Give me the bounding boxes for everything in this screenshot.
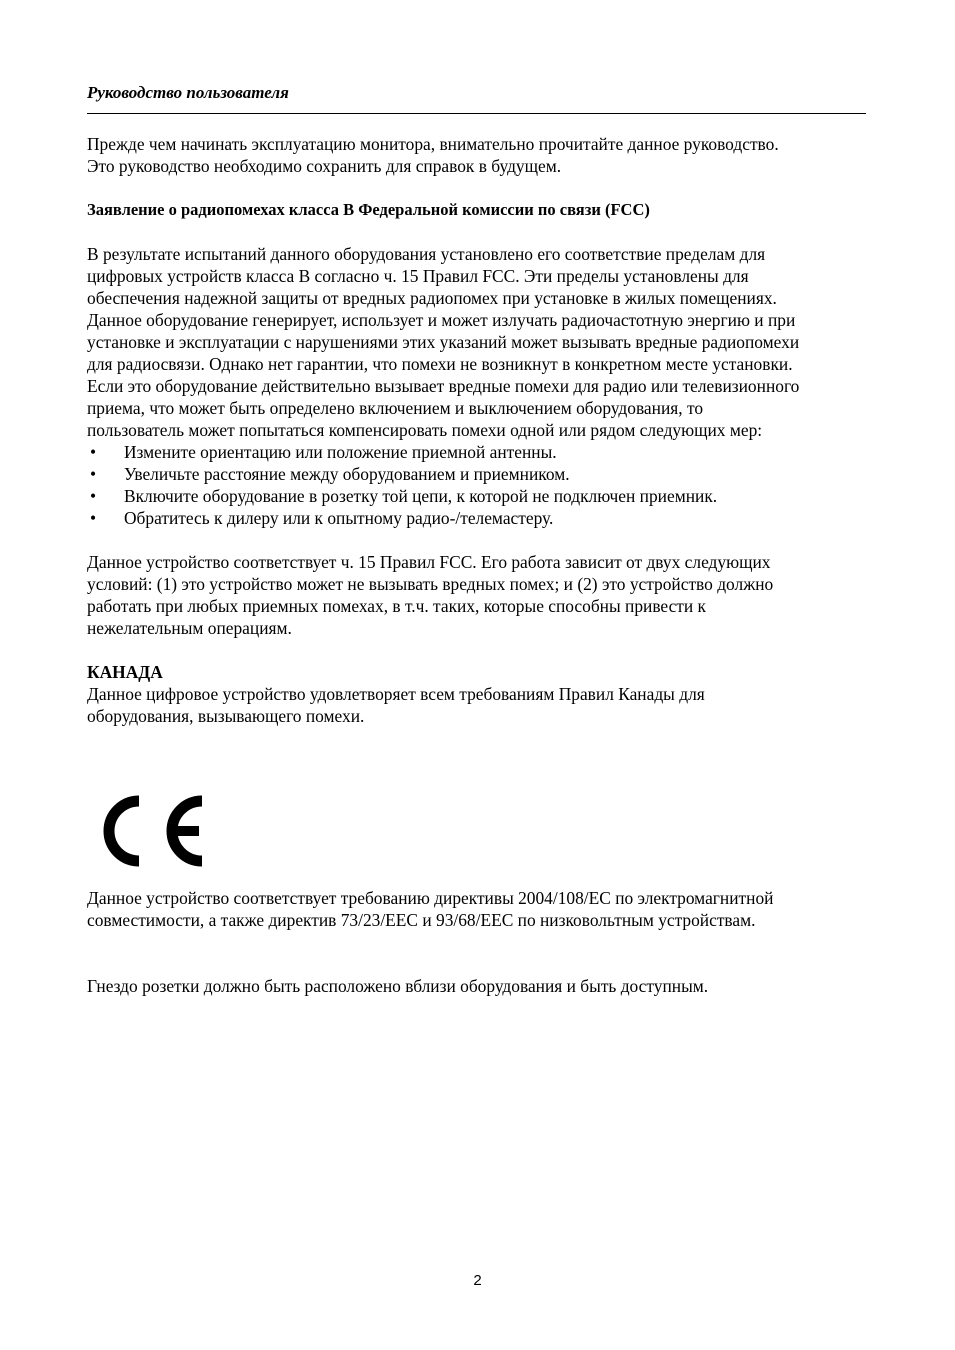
bullet-icon: • bbox=[89, 486, 97, 506]
ce-paragraph bbox=[87, 887, 877, 931]
document-page bbox=[87, 0, 868, 1350]
canada-line: оборудования, вызывающего помехи. bbox=[87, 706, 365, 726]
running-header: Руководство пользователя bbox=[87, 83, 289, 102]
canada-line: Данное цифровое устройство удовлетворяет всем требованиям Правил Канады для bbox=[87, 684, 705, 704]
list-item-text: Обратитесь к дилеру или к опытному радио-/телемастеру. bbox=[124, 508, 554, 528]
list-item bbox=[87, 441, 877, 463]
socket-note: Гнездо розетки должно быть расположено вблизи оборудования и быть доступным. bbox=[87, 976, 709, 996]
list-item-text: Измените ориентацию или положение приемной антенны. bbox=[124, 442, 557, 462]
bullet-icon: • bbox=[89, 464, 97, 484]
fcc-paragraph bbox=[87, 243, 877, 441]
fcc-line: пользователь может попытаться компенсировать помехи одной или рядом следующих мер: bbox=[87, 420, 763, 440]
fcc-line: приема, что может быть определено включением и выключением оборудования, то bbox=[87, 398, 704, 418]
document-body bbox=[87, 133, 877, 997]
list-item-text: Увеличьте расстояние между оборудованием и приемником. bbox=[124, 464, 570, 484]
fcc-line: В результате испытаний данного оборудования установлено его соответствие пределам для bbox=[87, 244, 766, 264]
fcc-line: для радиосвязи. Однако нет гарантии, что помехи не возникнут в конкретном месте установки. bbox=[87, 354, 793, 374]
intro-line: Прежде чем начинать эксплуатацию монитора, внимательно прочитайте данное руководство. bbox=[87, 134, 779, 154]
intro-paragraph bbox=[87, 133, 877, 177]
compliance-line: работать при любых приемных помехах, в т.ч. таких, которые способны привести к bbox=[87, 596, 707, 616]
compliance-line: Данное устройство соответствует ч. 15 Правил FCC. Его работа зависит от двух следующих bbox=[87, 552, 771, 572]
ce-mark-icon bbox=[95, 791, 205, 871]
list-item bbox=[87, 485, 877, 507]
compliance-line: условий: (1) это устройство может не вызывать вредных помех; и (2) это устройство должно bbox=[87, 574, 774, 594]
list-item bbox=[87, 463, 877, 485]
fcc-heading: Заявление о радиопомехах класса В Федеральной комиссии по связи (FCC) bbox=[87, 200, 650, 219]
fcc-line: Данное оборудование генерирует, использует и может излучать радиочастотную энергию и при bbox=[87, 310, 796, 330]
fcc-line: Если это оборудование действительно вызывает вредные помехи для радио или телевизионного bbox=[87, 376, 800, 396]
ce-line: Данное устройство соответствует требованию директивы 2004/108/EC по электромагнитной bbox=[87, 888, 774, 908]
header-divider bbox=[87, 113, 866, 114]
list-item-text: Включите оборудование в розетку той цепи, к которой не подключен приемник. bbox=[124, 486, 718, 506]
page-number: 2 bbox=[473, 1272, 482, 1289]
canada-paragraph bbox=[87, 683, 877, 727]
interference-measures-list bbox=[87, 441, 877, 529]
bullet-icon: • bbox=[89, 442, 97, 462]
compliance-line: нежелательным операциям. bbox=[87, 618, 292, 638]
canada-heading: КАНАДА bbox=[87, 662, 163, 682]
fcc-line: установке и эксплуатации с нарушениями этих указаний может вызывать вредные радиопомехи bbox=[87, 332, 800, 352]
fcc-compliance-paragraph bbox=[87, 551, 877, 639]
list-item bbox=[87, 507, 877, 529]
fcc-line: обеспечения надежной защиты от вредных радиопомех при установке в жилых помещениях. bbox=[87, 288, 777, 308]
bullet-icon: • bbox=[89, 508, 97, 528]
ce-line: совместимости, а также директив 73/23/EEC и 93/68/EEC по низковольтным устройствам. bbox=[87, 910, 756, 930]
intro-line: Это руководство необходимо сохранить для справок в будущем. bbox=[87, 156, 562, 176]
fcc-line: цифровых устройств класса В согласно ч. 15 Правил FCC. Эти пределы установлены для bbox=[87, 266, 749, 286]
